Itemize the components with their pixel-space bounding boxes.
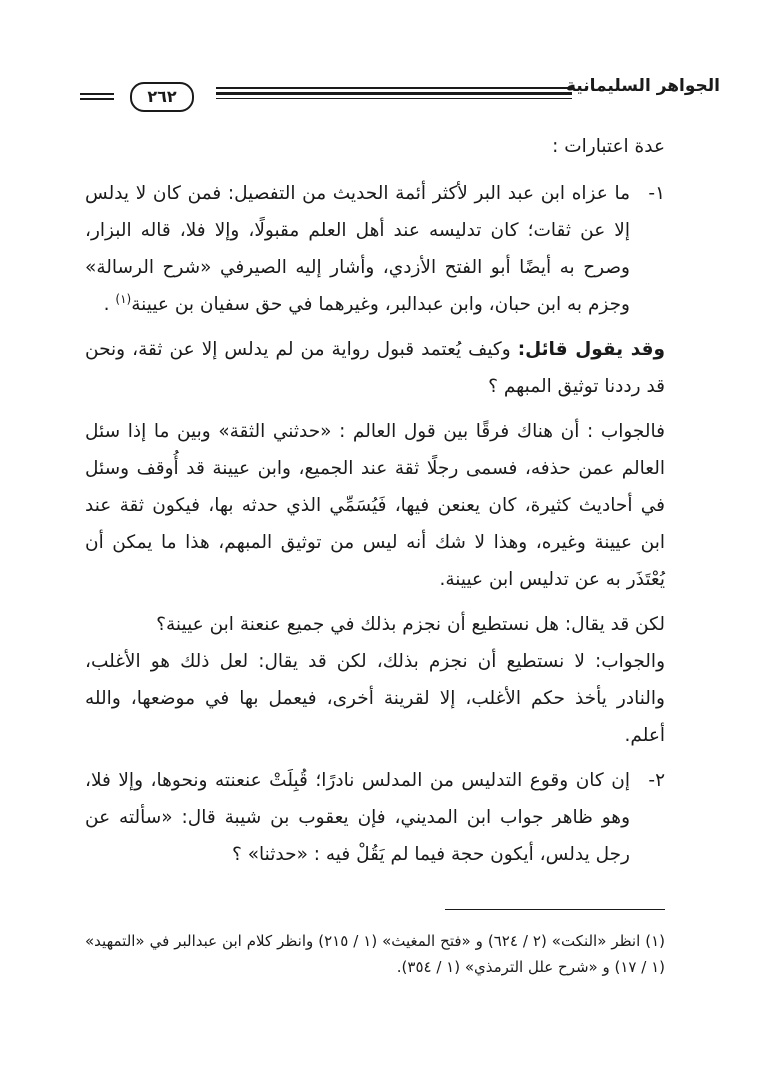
answer-paragraph: فالجواب : أن هناك فرقًا بين قول العالم : «حدثني الثقة» وبين ما إذا سئل العالم عمن حذفه، فسمى رجلًا ثقة عند الجميع، وابن عيينة قد أُوقف وسئل في أحاديث كثيرة، كان يعنعن فيها، فَيُسَمِّي الذي حدثه بها، فيكون ثقة عند ابن عيينة وغيره، وهذا لا شك أنه ليس من توثيق المبهم، هذا ما يمكن أن يُعْتَذَر به عن تدليس ابن عيينة. <box>85 421 665 590</box>
header-rule <box>216 87 572 89</box>
question-paragraph: لكن قد يقال: هل نستطيع أن نجزم بذلك في جميع عنعنة ابن عيينة؟ <box>156 614 665 635</box>
list-item <box>85 175 665 323</box>
item-number: ٢- <box>648 770 665 791</box>
header-dash <box>80 98 114 100</box>
item-text: إن كان وقوع التدليس من المدلس نادرًا؛ قُبِلَتْ عنعنته ونحوها، وإلا فلا، وهو ظاهر جواب ابن المديني، فإن يعقوب بن شيبة قال: «سألته عن رجل يدلس، أيكون حجة فيما لم يَقُلْ فيه : «حدثنا» ؟ <box>85 770 630 865</box>
item-end: . <box>103 294 116 315</box>
page-header <box>70 68 720 118</box>
header-rule <box>216 92 572 95</box>
running-title: الجواهر السليمانية <box>565 76 720 96</box>
section-title: عدة اعتبارات : <box>552 136 665 157</box>
footnote: (١) انظر «النكت» (٢ / ٦٢٤) و «فتح المغيث» (١ / ٢١٥) وانظر كلام ابن عبدالبر في «التمهيد» (١ / ١٧) و «شرح علل الترمذي» (١ / ٣٥٤). <box>85 932 666 976</box>
list-item <box>85 762 665 873</box>
item-number: ١- <box>648 183 665 204</box>
footnote-ref: (١) <box>115 291 132 306</box>
header-dash <box>80 93 114 95</box>
answer-paragraph: والجواب: لا نستطيع أن نجزم بذلك، لكن قد يقال: لعل ذلك هو الأغلب، والنادر يأخذ حكم الأغلب، إلا لقرينة أخرى، فيعمل بها في موضعها، والله أعلم. <box>85 651 665 746</box>
question-lead: وقد يقول قائل: <box>517 339 666 360</box>
main-text <box>85 128 665 873</box>
header-rule <box>216 98 572 99</box>
footnotes <box>85 928 665 980</box>
question-paragraph <box>85 331 665 405</box>
item-text: ما عزاه ابن عبد البر لأكثر أئمة الحديث من التفصيل: فمن كان لا يدلس إلا عن ثقات؛ كان تدليسه عند أهل العلم مقبولًا، وإلا فلا، قاله البزار، وصرح به أيضًا أبو الفتح الأزدي، وأشار إليه الصيرفي «شرح الرسالة» وجزم به ابن حبان، وابن عبدالبر، وغيرهما في حق سفيان بن عيينة <box>85 183 630 315</box>
page-number: ٢٦٢ <box>130 82 194 112</box>
question-text: وكيف يُعتمد قبول رواية من لم يدلس إلا عن ثقة، ونحن قد رددنا توثيق المبهم ؟ <box>85 339 665 397</box>
footnote-divider <box>445 909 665 910</box>
